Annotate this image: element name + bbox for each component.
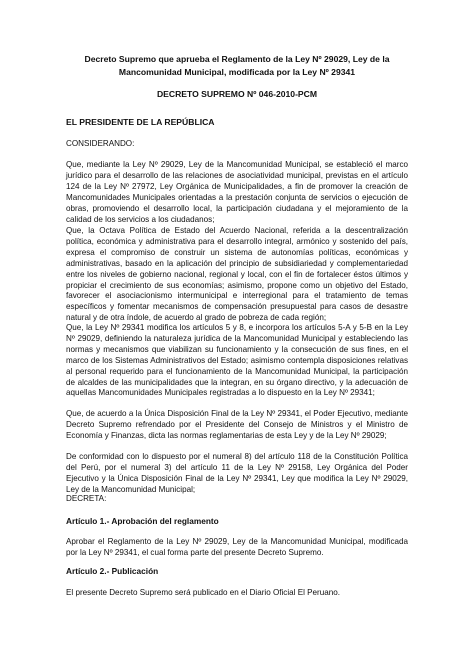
article-1-title: Artículo 1.- Aprobación del reglamento [66,516,219,526]
paragraph-3: Que, la Ley Nº 29341 modifica los artículos 5 y 8, e incorpora los artículos 5-A y 5-B en la Ley Nº 29029, definiendo la naturaleza jurídica de la Mancomunidad Municipal y estableciendo las normas y mecanismos que viabilizan su funcionamiento y la consecución de sus fines, en el marco de los Sistemas Administrativos del Estado; asimismo contempla disposiciones relativas al personal requerido para el funcionamiento de la Mancomunidad Municipal, la participación de alcaldes de las municipalidades que la integran, en su órgano directivo, y la adecuación de aquellas Mancomunidades Municipales registradas a lo dispuesto en la Ley Nº 29341; [66,323,408,398]
decree-number: DECRETO SUPREMO Nº 046-2010-PCM [156,89,318,99]
article-2-title: Artículo 2.- Publicación [66,566,159,576]
considering-label: CONSIDERANDO: [66,139,135,148]
paragraph-1: Que, mediante la Ley Nº 29029, Ley de la Mancomunidad Municipal, se estableció el marco jurídico para el desarrollo de las relaciones de asociatividad municipal, previstas en el artículo 124 de la Ley Nº 27972, Ley Orgánica de Municipalidades, a fin de promover la creación de Mancomunidades Municipales orientadas a la prestación conjunta de servicios o ejecución de obras, promoviendo el desarrollo local, la participación ciudadana y el mejoramiento de la calidad de los servicios a los ciudadanos; [66,160,408,224]
article-2-text: El presente Decreto Supremo será publicado en el Diario Oficial El Peruano. [66,588,340,597]
paragraph-4: Que, de acuerdo a la Única Disposición Final de la Ley Nº 29341, el Poder Ejecutivo, mediante Decreto Supremo refrendado por el Presidente del Consejo de Ministros y el Ministro de Economía y Finanzas, dicta las normas reglamentarias de esta Ley y de la Ley Nº 29029; [66,409,408,440]
document-title: Decreto Supremo que aprueba el Reglamento de la Ley Nº 29029, Ley de la Mancomunidad Municipal, modificada por la Ley Nº 29341 [84,54,390,77]
paragraph-2: Que, la Octava Política de Estado del Acuerdo Nacional, referida a la descentralización política, económica y administrativa para el desarrollo integral, armónico y sostenido del país, expresa el compromiso de construir un sistema de autonomías políticas, económicas y administrativas, basado en la aplicación del principio de subsidiariedad y complementariedad entre los niveles de gobierno nacional, regional y local, con el fin de fortalecer éstos últimos y propiciar el crecimiento de sus economías; asimismo, propone como un objetivo del Estado, favorecer el asociacionismo intermunicipal e interregional para el tratamiento de temas específicos y fomentar mecanismos de compensación presupuestal para casos de desastre natural y de otra índole, de acuerdo al grado de pobreza de cada región; [66,226,408,323]
article-1-text: Aprobar el Reglamento de la Ley Nº 29029, Ley de la Mancomunidad Municipal, modificada por la Ley Nº 29341, el cual forma parte del presente Decreto Supremo. [66,537,408,557]
issuer-heading: EL PRESIDENTE DE LA REPÚBLICA [66,117,215,127]
paragraph-5: De conformidad con lo dispuesto por el numeral 8) del artículo 118 de la Constitución Política del Perú, por el numeral 3) del artículo 11 de la Ley Nº 29158, Ley Orgánica del Poder Ejecutivo y la Única Disposición Final de la Ley Nº 29341, Ley que modifica la Ley Nº 29029, Ley de la Mancomunidad Municipal; [66,452,408,494]
decrees-label: DECRETA: [66,494,107,503]
